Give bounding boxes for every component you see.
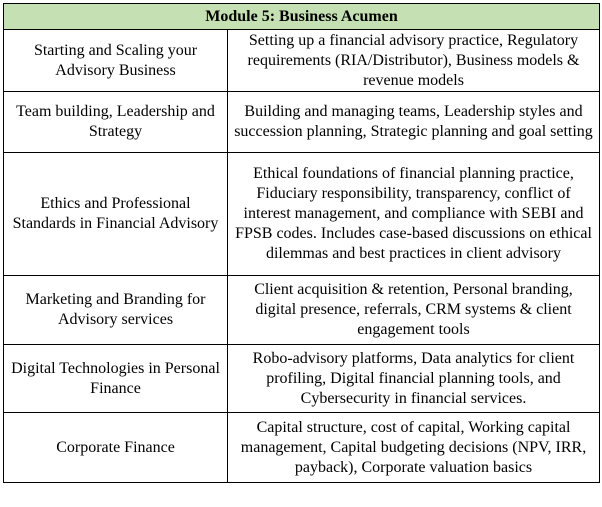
- content-cell: Client acquisition & retention, Personal branding, digital presence, referrals, CRM systems & client engagement tools: [228, 276, 600, 345]
- table-row: [4, 276, 600, 345]
- topic-cell: Corporate Finance: [4, 413, 228, 483]
- table-row: [4, 30, 600, 92]
- content-cell: Setting up a financial advisory practice, Regulatory requirements (RIA/Distributor), Business models & revenue models: [228, 30, 600, 92]
- content-cell: Capital structure, cost of capital, Working capital management, Capital budgeting decisions (NPV, IRR, payback), Corporate valuation basics: [228, 413, 600, 483]
- table-row: [4, 413, 600, 483]
- table-row: [4, 153, 600, 276]
- topic-cell: Marketing and Branding for Advisory services: [4, 276, 228, 345]
- topic-cell: Team building, Leadership and Strategy: [4, 92, 228, 153]
- table-row: [4, 345, 600, 413]
- content-cell: Robo-advisory platforms, Data analytics for client profiling, Digital financial planning tools, and Cybersecurity in financial services.: [228, 345, 600, 413]
- table-row: [4, 92, 600, 153]
- module-table: [3, 3, 600, 483]
- content-cell: Ethical foundations of financial planning practice, Fiduciary responsibility, transparency, conflict of interest management, and compliance with SEBI and FPSB codes. Includes case-based discussions on ethical dilemmas and best practices in client advisory: [228, 153, 600, 276]
- module-title: Module 5: Business Acumen: [4, 4, 600, 30]
- topic-cell: Ethics and Professional Standards in Financial Advisory: [4, 153, 228, 276]
- topic-cell: Digital Technologies in Personal Finance: [4, 345, 228, 413]
- topic-cell: Starting and Scaling your Advisory Business: [4, 30, 228, 92]
- content-cell: Building and managing teams, Leadership styles and succession planning, Strategic planning and goal setting: [228, 92, 600, 153]
